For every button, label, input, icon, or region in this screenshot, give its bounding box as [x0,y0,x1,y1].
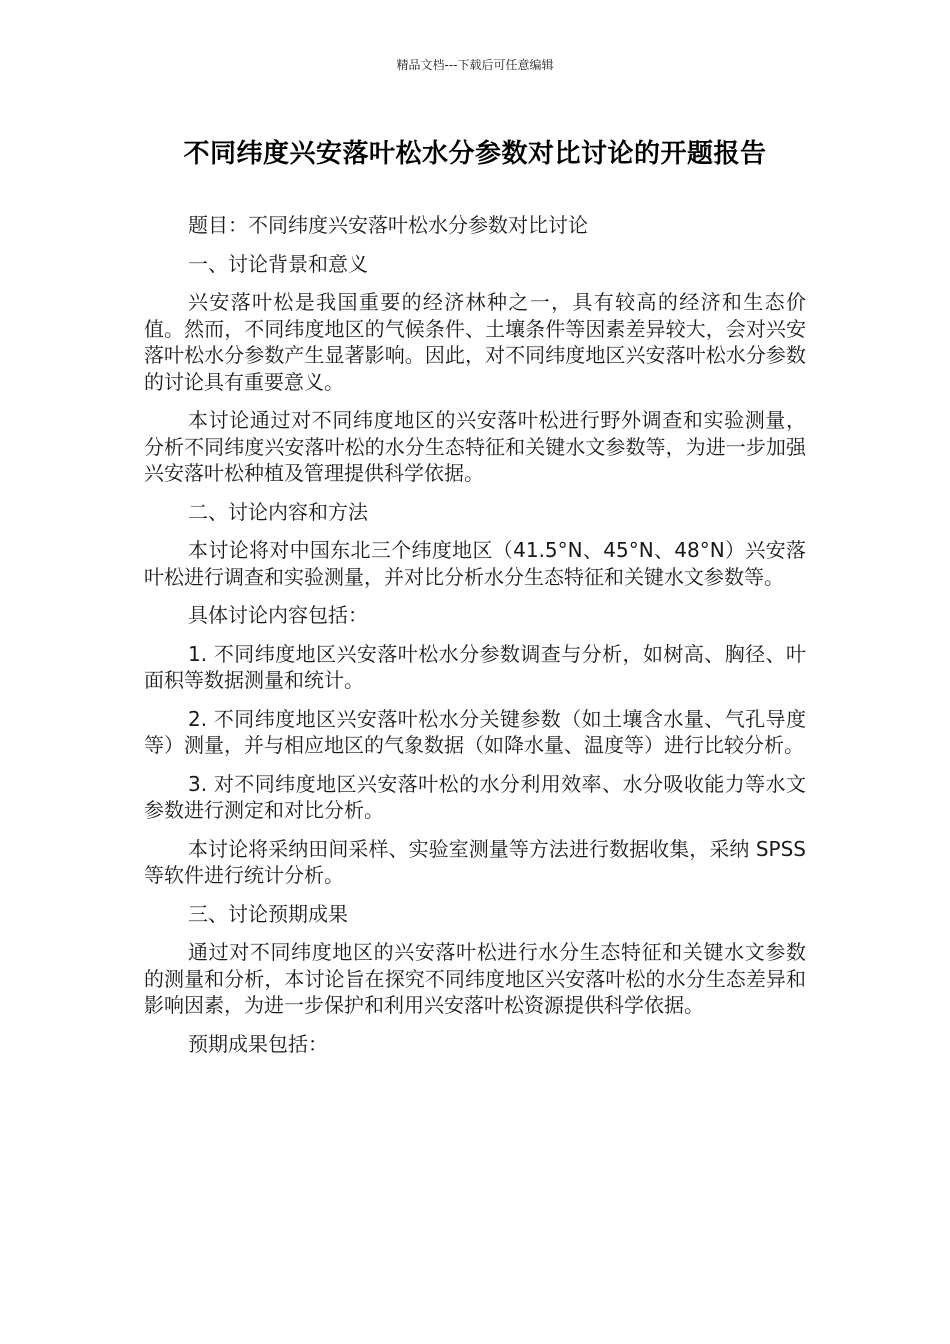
paragraph-content-intro: 具体讨论内容包括： [188,603,368,627]
paragraph-results-intro: 预期成果包括： [188,1031,328,1056]
document-title: 不同纬度兴安落叶松水分参数对比讨论的开题报告 [183,139,767,169]
topic-line: 题目：不同纬度兴安落叶松水分参数对比讨论 [188,213,588,237]
header-note: 精品文档---下载后可任意编辑 [396,58,554,72]
paragraph-purpose: 本讨论通过对不同纬度地区的兴安落叶松进行野外调查和实验测量，分析不同纬度兴安落叶松的水分生态特征和关键水文参数等，为进一步加强兴安落叶松种植及管理提供科学依据。 [144,408,806,485]
list-item-1: 1. 不同纬度地区兴安落叶松水分参数调查与分析，如树高、胸径、叶面积等数据测量和统计。 [144,641,806,692]
paragraph-expected-results: 通过对不同纬度地区的兴安落叶松进行水分生态特征和关键水文参数的测量和分析，本讨论旨在探究不同纬度地区兴安落叶松的水分生态差异和影响因素，为进一步保护和利用兴安落叶松资源提供科学依据。 [144,940,806,1017]
paragraph-study-regions: 本讨论将对中国东北三个纬度地区（41.5°N、45°N、48°N）兴安落叶松进行调查和实验测量，并对比分析水分生态特征和关键水文参数等。 [144,538,806,589]
list-item-2: 2. 不同纬度地区兴安落叶松水分关键参数（如土壤含水量、气孔导度等）测量，并与相应地区的气象数据（如降水量、温度等）进行比较分析。 [144,706,806,757]
list-item-3: 3. 对不同纬度地区兴安落叶松的水分利用效率、水分吸收能力等水文参数进行测定和对比分析。 [144,771,806,822]
paragraph-background: 兴安落叶松是我国重要的经济林种之一，具有较高的经济和生态价值。然而，不同纬度地区的气候条件、土壤条件等因素差异较大，会对兴安落叶松水分参数产生显著影响。因此，对不同纬度地区兴安落叶松水分参数的讨论具有重要意义。 [144,290,806,394]
section-heading-content-methods: 二、讨论内容和方法 [188,499,368,524]
document-body [144,212,806,1069]
section-heading-expected-results: 三、讨论预期成果 [188,901,348,926]
section-heading-background: 一、讨论背景和意义 [188,251,368,276]
paragraph-methods: 本讨论将采纳田间采样、实验室测量等方法进行数据收集，采纳 SPSS 等软件进行统计分析。 [144,836,806,887]
